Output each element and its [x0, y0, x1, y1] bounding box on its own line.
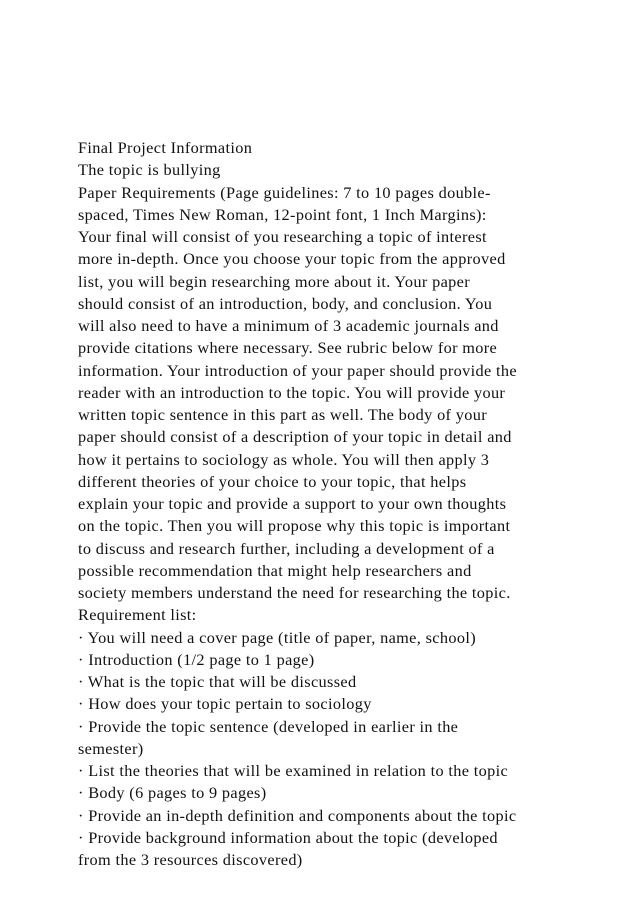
text-line: on the topic. Then you will propose why this topic is important [78, 516, 511, 536]
text-line: different theories of your choice to your topic, that helps [78, 471, 467, 491]
document-title: Final Project Information [78, 138, 253, 157]
text-line: provide citations where necessary. See rubric below for more [78, 338, 498, 358]
text-line: Your final will consist of you researching a topic of interest [78, 227, 487, 246]
text-line: to discuss and research further, including a development of a [78, 538, 495, 558]
document-body [78, 137, 568, 871]
text-line: paper should consist of a description of your topic in detail and [78, 427, 512, 447]
topic-line: The topic is bullying [78, 160, 221, 180]
requirement-list-heading: Requirement list: [78, 605, 197, 625]
list-item-continuation: from the 3 resources discovered) [78, 850, 303, 869]
text-line: reader with an introduction to the topic. You will provide your [78, 382, 506, 402]
text-line: more in-depth. Once you choose your topic from the approved [78, 249, 506, 269]
text-line: list, you will begin researching more about it. Your paper [78, 271, 470, 291]
text-line: explain your topic and provide a support to your own thoughts [78, 494, 507, 513]
list-item: · Body (6 pages to 9 pages) [78, 783, 267, 803]
list-item: · Introduction (1/2 page to 1 page) [78, 649, 315, 669]
list-item: · What is the topic that will be discussed [78, 672, 357, 691]
list-item: · Provide an in-depth definition and components about the topic [78, 805, 517, 825]
text-line: written topic sentence in this part as well. The body of your [78, 405, 487, 424]
list-item: · Provide the topic sentence (developed in earlier in the [78, 716, 459, 736]
list-item: · How does your topic pertain to sociology [78, 694, 372, 714]
text-line: should consist of an introduction, body, and conclusion. You [78, 293, 493, 313]
text-line: possible recommendation that might help researchers and [78, 560, 472, 580]
text-line: society members understand the need for researching the topic. [78, 583, 511, 602]
text-line: how it pertains to sociology as whole. You will then apply 3 [78, 449, 490, 469]
text-line: will also need to have a minimum of 3 academic journals and [78, 316, 499, 335]
list-item-continuation: semester) [78, 738, 144, 758]
text-line: information. Your introduction of your paper should provide the [78, 360, 517, 380]
list-item: · You will need a cover page (title of paper, name, school) [78, 627, 476, 647]
list-item: · Provide background information about the topic (developed [78, 827, 498, 847]
text-line: Paper Requirements (Page guidelines: 7 to 10 pages double- [78, 182, 491, 202]
list-item: · List the theories that will be examined in relation to the topic [78, 761, 509, 780]
text-line: spaced, Times New Roman, 12-point font, 1 Inch Margins): [78, 204, 487, 224]
